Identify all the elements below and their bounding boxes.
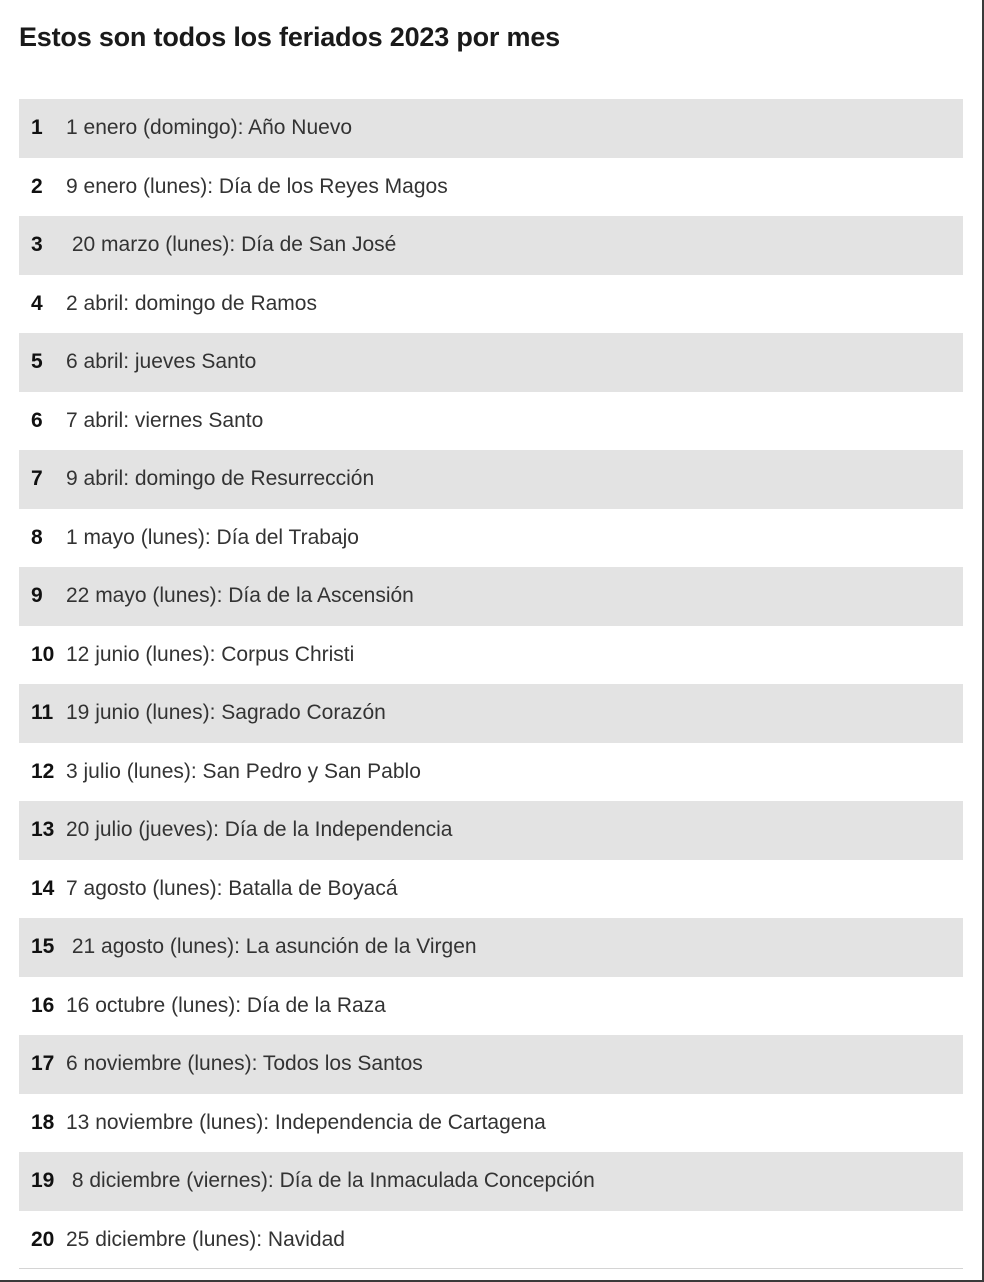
holiday-text: 2 abril: domingo de Ramos: [66, 291, 317, 315]
holiday-row: [19, 509, 963, 568]
holiday-row: [19, 918, 963, 977]
page-title: Estos son todos los feriados 2023 por mes: [19, 22, 560, 52]
holiday-number: 7: [31, 467, 43, 491]
holiday-text: 1 mayo (lunes): Día del Trabajo: [66, 525, 359, 549]
holiday-number: 8: [31, 525, 43, 549]
holiday-text: 25 diciembre (lunes): Navidad: [66, 1227, 345, 1251]
holiday-number: 19: [31, 1169, 55, 1193]
holiday-text: 20 marzo (lunes): Día de San José: [66, 233, 397, 257]
holiday-row: [19, 567, 963, 626]
holiday-row: [19, 626, 963, 685]
holiday-number: 4: [31, 291, 43, 315]
holiday-text: 6 abril: jueves Santo: [66, 350, 257, 374]
holiday-number: 14: [31, 876, 55, 900]
holiday-list: [19, 99, 963, 1269]
holiday-text: 3 julio (lunes): San Pedro y San Pablo: [66, 759, 421, 783]
holiday-text: 6 noviembre (lunes): Todos los Santos: [66, 1052, 423, 1076]
holiday-number: 10: [31, 642, 55, 666]
holiday-row: [19, 392, 963, 451]
holiday-number: 17: [31, 1052, 55, 1076]
holiday-row: [19, 684, 963, 743]
holiday-text: 9 abril: domingo de Resurrección: [66, 467, 375, 491]
holiday-row: [19, 216, 963, 275]
holiday-text: 9 enero (lunes): Día de los Reyes Magos: [66, 174, 448, 198]
holiday-row: [19, 275, 963, 334]
holiday-row: [19, 977, 963, 1036]
holiday-number: 18: [31, 1110, 55, 1134]
holiday-number: 20: [31, 1227, 55, 1251]
holiday-number: 3: [31, 233, 43, 257]
holiday-text: 7 abril: viernes Santo: [66, 408, 264, 432]
holiday-number: 16: [31, 993, 55, 1017]
holiday-number: 9: [31, 584, 43, 608]
holiday-number: 12: [31, 759, 55, 783]
holiday-row: [19, 801, 963, 860]
holiday-row: [19, 743, 963, 802]
holiday-text: 16 octubre (lunes): Día de la Raza: [66, 993, 386, 1017]
holiday-row: [19, 1152, 963, 1211]
holiday-number: 1: [31, 116, 43, 140]
holiday-row: [19, 333, 963, 392]
holiday-number: 15: [31, 935, 55, 959]
holiday-row: [19, 158, 963, 217]
holiday-row: [19, 450, 963, 509]
holiday-number: 11: [31, 701, 54, 725]
holiday-number: 5: [31, 350, 43, 374]
holiday-row: [19, 860, 963, 919]
holiday-text: 8 diciembre (viernes): Día de la Inmaculada Concepción: [66, 1169, 595, 1193]
holiday-row: [19, 99, 963, 158]
holiday-text: 19 junio (lunes): Sagrado Corazón: [66, 701, 386, 725]
holiday-text: 20 julio (jueves): Día de la Independencia: [66, 818, 453, 842]
holiday-text: 13 noviembre (lunes): Independencia de Cartagena: [66, 1110, 546, 1134]
holiday-number: 6: [31, 408, 43, 432]
holiday-number: 2: [31, 174, 43, 198]
holiday-text: 1 enero (domingo): Año Nuevo: [66, 116, 353, 140]
bottom-divider: [19, 1268, 963, 1269]
holiday-row: [19, 1211, 963, 1270]
holiday-text: 7 agosto (lunes): Batalla de Boyacá: [66, 876, 398, 900]
holiday-text: 22 mayo (lunes): Día de la Ascensión: [66, 584, 414, 608]
holiday-row: [19, 1035, 963, 1094]
holiday-text: 12 junio (lunes): Corpus Christi: [66, 642, 355, 666]
holiday-number: 13: [31, 818, 55, 842]
holiday-text: 21 agosto (lunes): La asunción de la Virgen: [66, 935, 477, 959]
holiday-row: [19, 1094, 963, 1153]
